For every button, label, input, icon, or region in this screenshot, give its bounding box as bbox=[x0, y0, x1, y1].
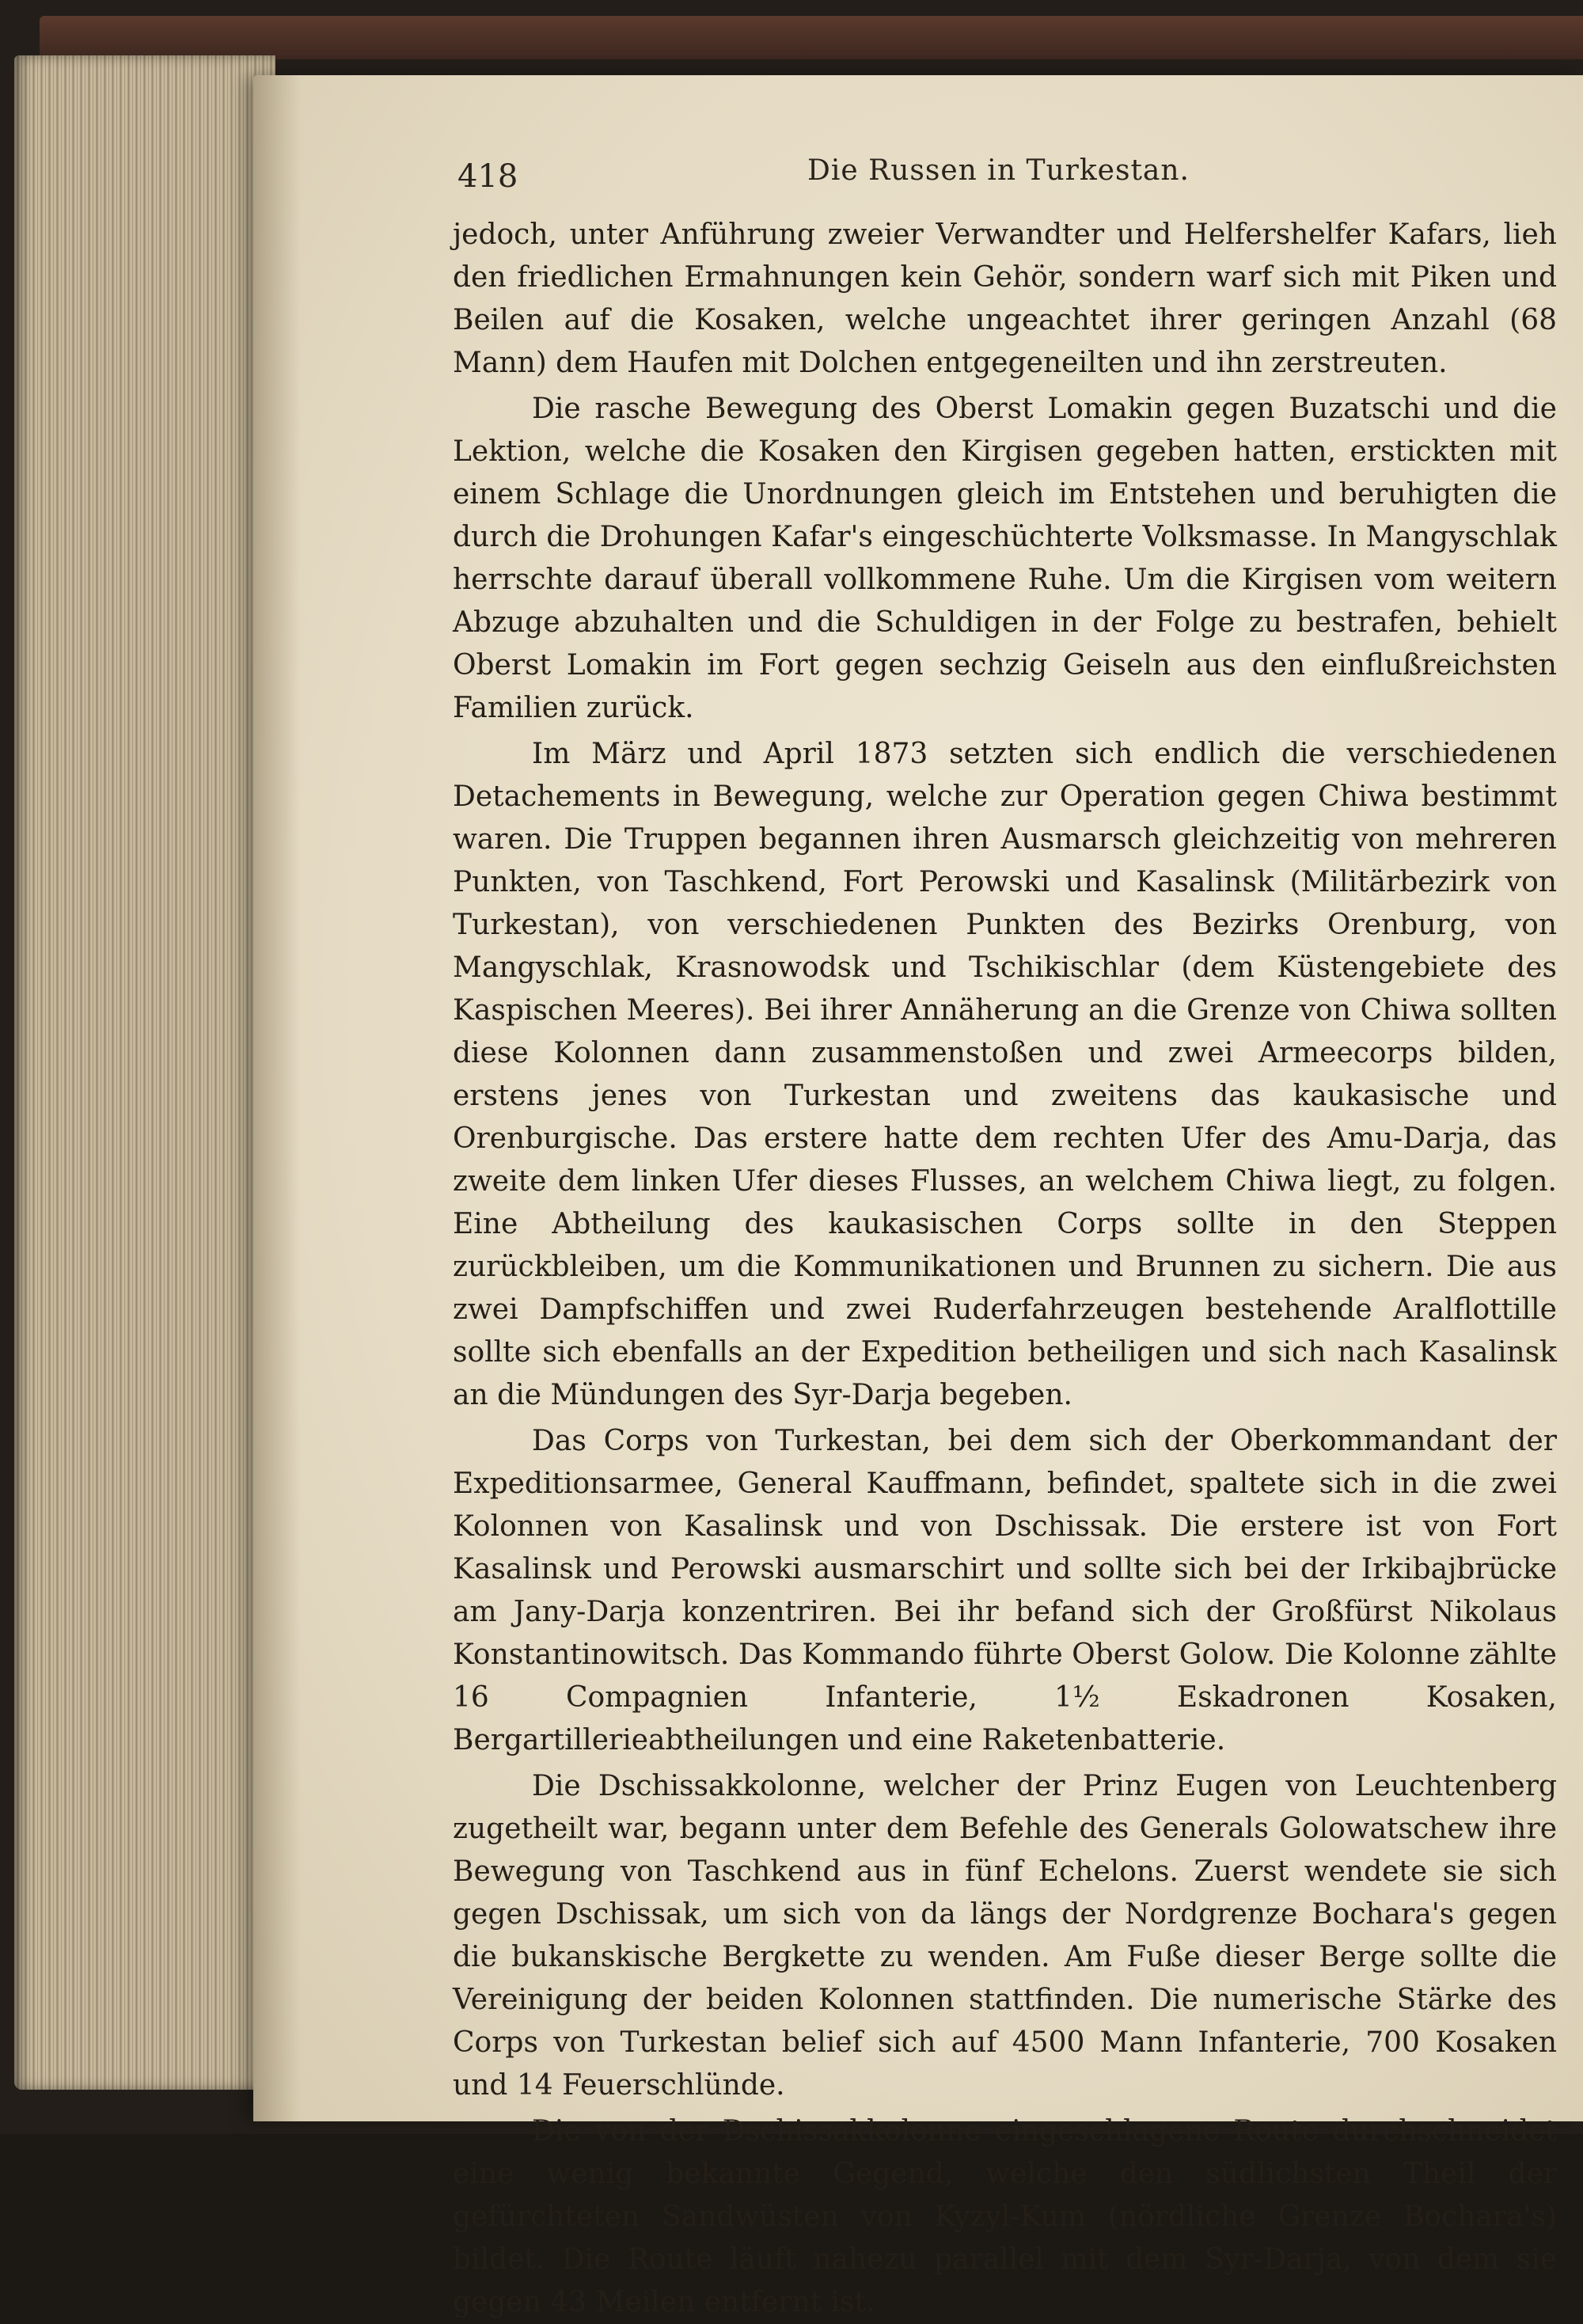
book-page bbox=[253, 75, 1583, 2318]
page-edges bbox=[14, 55, 275, 2090]
paragraph-3: Im März und April 1873 setzten sich endlich die verschiedenen Detachements in Bewegung, welche zur Operation gegen Chiwa bestimmt waren. Die Truppen begannen ihren Ausmarsch gleichzeitig von mehreren Punkten, von Taschkend, Fort Perowski und Kasalinsk (Militärbezirk von Turkestan), von verschiedenen Punkten des Bezirks Orenburg, von Mangyschlak, Krasnowodsk und Tschikischlar (dem Küstengebiete des Kaspischen Meeres). Bei ihrer Annäherung an die Grenze von Chiwa sollten diese Kolonnen dann zusammenstoßen und zwei Armeecorps bilden, erstens jenes von Turkestan und zweitens das kaukasische und Orenburgische. Das erstere hatte dem rechten Ufer des Amu-Darja, das zweite dem linken Ufer dieses Flusses, an welchem Chiwa liegt, zu folgen. Eine Abtheilung des kaukasischen Corps sollte in den Steppen zurückbleiben, um die Kommunikationen und Brunnen zu sichern. Die aus zwei Dampfschiffen und zwei Ruderfahrzeugen bestehende Aralflottille sollte sich ebenfalls an der Expedition betheiligen und sich nach Kasalinsk an die Mündungen des Syr-Darja begeben. bbox=[453, 738, 1557, 1411]
paragraph-6: Die von der Dschissakkolonne eingeschlagene Route durchschneidet eine wenig bekannte Gegend, welche den südlichsten Theil der gefürchteten Sandwüsten von Kyzyl-Kum (nördliche Grenze Bochara's) bildet. Die Route läuft nahezu parallel mit dem Syr-Darja, von dem sie gegen 43 Meilen entfernt ist. bbox=[453, 2115, 1557, 2318]
paragraph-5: Die Dschissakkolonne, welcher der Prinz Eugen von Leuchtenberg zugetheilt war, begann unter dem Befehle des Generals Golowatschew ihre Bewegung von Taschkend aus in fünf Echelons. Zuerst wendete sie sich gegen Dschissak, um sich von da längs der Nordgrenze Bochara's gegen die bukanskische Bergkette zu wenden. Am Fuße dieser Berge sollte die Vereinigung der beiden Kolonnen stattfinden. Die numerische Stärke des Corps von Turkestan belief sich auf 4500 Mann Infanterie, 700 Kosaken und 14 Feuerschlünde. bbox=[453, 1770, 1557, 2102]
paragraph-4: Das Corps von Turkestan, bei dem sich der Oberkommandant der Expeditionsarmee, General Kauffmann, befindet, spaltete sich in die zwei Kolonnen von Kasalinsk und von Dschissak. Die erstere ist von Fort Kasalinsk und Perowski ausmarschirt und sollte sich bei der Irkibajbrücke am Jany-Darja konzentriren. Bei ihr befand sich der Großfürst Nikolaus Konstantinowitsch. Das Kommando führte Oberst Golow. Die Kolonne zählte 16 Compagnien Infanterie, 1½ Eskadronen Kosaken, Bergartillerieabtheilungen und eine Raketenbatterie. bbox=[453, 1425, 1557, 1756]
body-text bbox=[453, 214, 1557, 2324]
paragraph-2: Die rasche Bewegung des Oberst Lomakin gegen Buzatschi und die Lektion, welche die Kosaken den Kirgisen gegeben hatten, erstickten mit einem Schlage die Unordnungen gleich im Entstehen und beruhigten die durch die Drohungen Kafar's eingeschüchterte Volksmasse. In Mangyschlak herrschte darauf überall vollkommene Ruhe. Um die Kirgisen vom weitern Abzuge abzuhalten und die Schuldigen in der Folge zu bestrafen, behielt Oberst Lomakin im Fort gegen sechzig Geiseln aus den einflußreichsten Familien zurück. bbox=[453, 393, 1557, 724]
book-cover-edge bbox=[40, 16, 1583, 59]
paragraph-1: jedoch, unter Anführung zweier Verwandter und Helfershelfer Kafars, lieh den friedlichen Ermahnungen kein Gehör, sondern warf sich mit Piken und Beilen auf die Kosaken, welche ungeachtet ihrer geringen Anzahl (68 Mann) dem Haufen mit Dolchen entgegeneilten und ihn zerstreuten. bbox=[453, 218, 1557, 379]
page-number: 418 bbox=[457, 158, 518, 195]
page-gutter-shadow bbox=[253, 75, 301, 2121]
running-head: Die Russen in Turkestan. bbox=[807, 154, 1190, 187]
